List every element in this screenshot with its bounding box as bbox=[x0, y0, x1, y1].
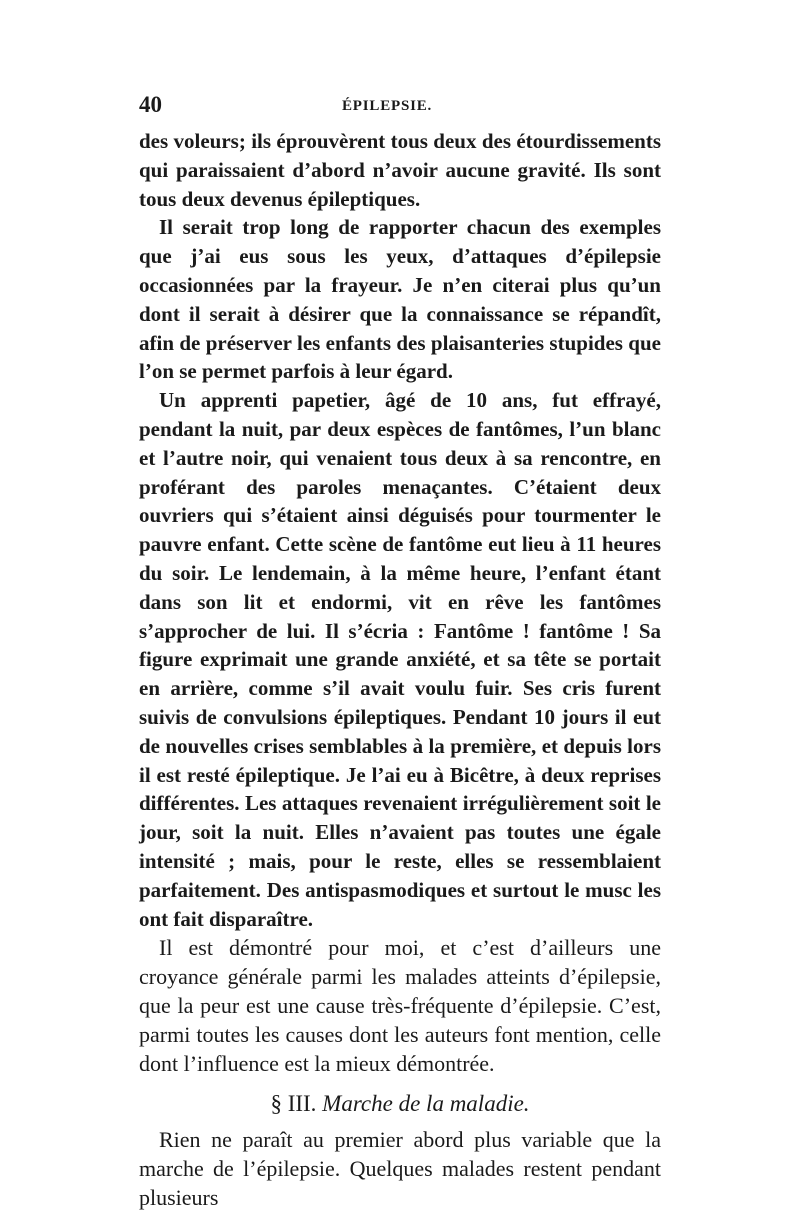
section-title: Marche de la maladie. bbox=[322, 1091, 530, 1117]
body-text bbox=[139, 127, 661, 1212]
paragraph-frayeur-examples: Il serait trop long de rapporter chacun des exemples que j’ai eus sous les yeux, d’attaques d’épilepsie occasionnées par la frayeur. Je n’en citerai plus qu’un dont il serait à désirer que la connaissance se répandît, afin de préserver les enfants des plaisanteries stupides que l’on se permet parfois à leur égard. bbox=[139, 215, 661, 384]
section-heading bbox=[139, 1089, 661, 1119]
running-head bbox=[139, 92, 661, 122]
paragraph-continuation: des voleurs; ils éprouvèrent tous deux des étourdissements qui paraissaient d’abord n’avoir aucune gravité. Ils sont tous deux devenus épileptiques. bbox=[139, 129, 661, 211]
paragraph-marche-maladie: Rien ne paraît au premier abord plus variable que la marche de l’épilepsie. Quelques malades restent pendant plusieurs bbox=[139, 1127, 661, 1211]
paragraph-peur-cause: Il est démontré pour moi, et c’est d’ailleurs une croyance générale parmi les malades atteints d’épilepsie, que la peur est une cause très-fréquente d’épilepsie. C’est, parmi toutes les causes dont les auteurs font mention, celle dont l’influence est la mieux démontrée. bbox=[139, 935, 661, 1077]
paragraph-apprenti-papetier: Un apprenti papetier, âgé de 10 ans, fut effrayé, pendant la nuit, par deux espèces de fantômes, l’un blanc et l’autre noir, qui venaient tous deux à sa rencontre, en proférant des paroles menaçantes. C’étaient deux ouvriers qui s’étaient ainsi déguisés pour tourmenter le pauvre enfant. Cette scène de fantôme eut lieu à 11 heures du soir. Le lendemain, à la même heure, l’enfant étant dans son lit et endormi, vit en rêve les fantômes s’approcher de lui. Il s’écria : Fantôme ! fantôme ! Sa figure exprimait une grande anxiété, et sa tête se portait en arrière, comme s’il avait voulu fuir. Ses cris furent suivis de convulsions épileptiques. Pendant 10 jours il eut de nouvelles crises semblables à la première, et depuis lors il est resté épileptique. Je l’ai eu à Bicêtre, à deux reprises différentes. Les attaques revenaient irrégulièrement soit le jour, soit la nuit. Elles n’avaient pas toutes une égale intensité ; mais, pour le reste, elles se ressemblaient parfaitement. Des antispasmodiques et surtout le musc les ont fait disparaître. bbox=[139, 388, 661, 931]
page-number: 40 bbox=[139, 92, 162, 117]
section-number: § III. bbox=[270, 1091, 317, 1117]
running-title: ÉPILEPSIE. bbox=[342, 98, 433, 114]
